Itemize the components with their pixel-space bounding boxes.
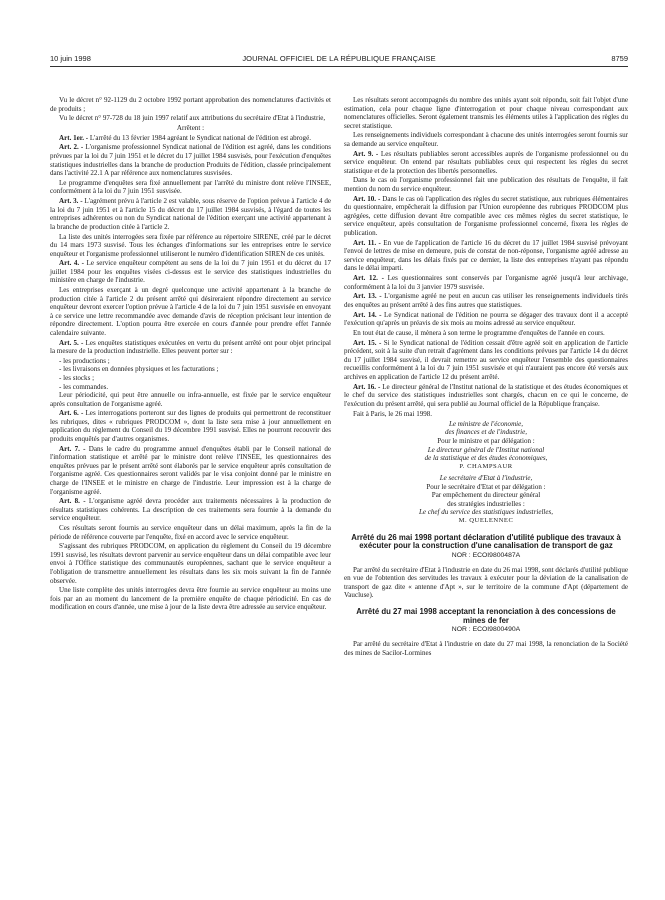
body-paragraph: Les renseignements individuels correspondant à chacune des unités interrogées seront fournis sur sa demande au service enquêteur.	[344, 131, 628, 148]
list-item: - les productions ;	[59, 356, 110, 365]
article-label: Art. 2. -	[59, 143, 84, 152]
article-text: L'organisme professionnel Syndicat national de l'édition est agréé, dans les conditions prévues par la loi du 7 juin 1951 et le décret du 17 juillet 1984 susvisés, pour l'exécution d'enquêtes statistiques industrielles dans la branche de production Produits de l'édition, classée principalement dans l'activité 22.1 A par référence aux nomenclatures susvisées.	[50, 143, 332, 178]
article-text: L'organisme agréé ne peut en aucun cas utiliser les renseignements individuels tirés des enquêtes au présent arrêté à des fins autres que statistiques.	[344, 292, 628, 309]
article-text: Les enquêtes statistiques exécutées en vertu du présent arrêté ont pour objet principal la mesure de la production industrielle. Elles peuvent porter sur :	[50, 338, 331, 356]
article-paragraph	[50, 259, 331, 285]
article-paragraph	[50, 339, 331, 356]
article-text: L'agrément prévu à l'article 2 est valable, sous réserve de l'option prévue à l'article 4 de la loi du 7 juin 1951 et à l'article 15 du décret du 17 juillet 1984 susvisés, à l'égard de toutes les entreprises adhérentes ou non du Syndicat national de l'édition exerçant une activité appartenant à la branche de production citée à l'article 2.	[50, 197, 331, 231]
arrete-nor: NOR : ECOI9800487A	[451, 552, 521, 560]
signatory-name: P. CHAMPSAUR	[459, 462, 513, 470]
body-paragraph: Vu le décret n° 92-1129 du 2 octobre 1992 portant approbation des nomenclatures d'activités et de produits ;	[50, 96, 331, 113]
article-paragraph	[50, 497, 331, 523]
header-rule	[50, 66, 628, 67]
article-label: Art. 14. -	[353, 310, 382, 319]
signature-line: Pour le ministre et par délégation :	[437, 437, 535, 446]
arrete-title: Arrêté du 27 mai 1998 acceptant la renonciation à des concessions de mines de fer	[356, 606, 616, 625]
arrete-section-1	[344, 534, 628, 600]
signature-line: des finances et de l'industrie,	[445, 428, 527, 437]
signature-block	[344, 420, 628, 526]
article-paragraph	[344, 195, 628, 238]
article-text: Le service enquêteur compétent au sens de la loi du 7 juin 1951 et du décret du 17 juillet 1984 pour les enquêtes visées ci-dessus est le service des statistiques industrielles du ministère en charge de l'industrie.	[50, 259, 331, 285]
article-paragraph	[344, 311, 628, 328]
right-column-articles	[344, 96, 628, 408]
article-label: Art. 6. -	[59, 409, 84, 418]
body-paragraph: Le programme d'enquêtes sera fixé annuellement par l'arrêté du ministre dont relève l'INSEE, conformément à la loi du 7 juin 1951 susvisée.	[50, 178, 331, 196]
article-text: Les questionnaires sont conservés par l'organisme agréé jusqu'à leur archivage, conformément à la loi du 3 janvier 1979 susvisée.	[344, 274, 628, 291]
article-paragraph	[50, 409, 331, 443]
article-text: Les résultats publiables seront accessibles auprès de l'organisme professionnel ou du service enquêteur. On entend par résultats publiables ceux qui respectent les règles du secret statistique et de la protection des libertés personnelles.	[344, 149, 629, 175]
article-paragraph	[50, 197, 331, 231]
list-item: - les commandes.	[59, 382, 109, 391]
arrete-section-2	[344, 608, 628, 657]
article-paragraph	[50, 143, 331, 177]
left-column	[50, 96, 331, 613]
page-header	[50, 54, 628, 66]
article-label: Art. 5. -	[59, 338, 84, 347]
signatory-name: M. QUELENNEC	[458, 516, 514, 524]
body-paragraph: Dans le cas où l'organisme professionnel fait une publication des résultats de l'enquête, il fait mention du nom du service enquêteur.	[344, 176, 628, 194]
list-item: - les livraisons en données physiques et les facturations ;	[59, 365, 219, 374]
list-item: - les stocks ;	[59, 374, 95, 383]
article-label: Art. 12. -	[353, 274, 384, 283]
signature-line: Le ministre de l'économie,	[448, 419, 524, 428]
article-label: Art. 16. -	[353, 382, 381, 391]
article-text: En vue de l'application de l'article 16 du décret du 17 juillet 1984 susvisé prévoyant l'envoi de lettres de mise en demeure, puis de constat de non-réponse, l'organisme agréé adresse au service enquêteur, dans les délais fixés par ce dernier, la liste des entreprises n'ayant pas répondu dans le délai imparti.	[344, 238, 628, 273]
header-page-number: 8759	[611, 54, 628, 63]
article-paragraph	[50, 134, 331, 143]
signature-line: des stratégies industrielles :	[447, 499, 525, 508]
body-paragraph: Les résultats seront accompagnés du nombre des unités ayant soit répondu, soit fait l'objet d'une estimation, cela pour chaque ligne d'interrogation et pour chaque niveau correspondant aux nomenclatures officielles. Seront également transmis les éléments utiles à l'application des règles du secret statistique.	[344, 96, 628, 130]
signature-line: Le directeur général de l'Institut national	[427, 445, 545, 454]
signature-place-date: Fait à Paris, le 26 mai 1998.	[353, 410, 433, 419]
body-paragraph: Vu le décret n° 97-728 du 18 juin 1997 relatif aux attributions du secrétaire d'Etat à l'industrie,	[59, 114, 326, 123]
article-text: Les interrogations porteront sur des lignes de produits qui permettront de reconstituer les rubriques, dites « rubriques PRODCOM », dont la liste sera mise à jour annuellement en application du règlement du Conseil du 19 décembre 1991 susvisé. Elles ne pourront recouvrir des produits enquêtés par d'autres organismes.	[50, 409, 332, 444]
article-text: L'arrêté du 13 février 1984 agréant le Syndicat national de l'édition est abrogé.	[88, 133, 311, 142]
arrete-title: Arrêté du 26 mai 1998 portant déclaration d'utilité publique des travaux à exécuter pour la construction d'une canalisation de transport de gaz	[351, 532, 621, 551]
body-paragraph: Une liste complète des unités interrogées devra être fournie au service enquêteur au moins une fois par an au moment du lancement de la première enquête de chaque périodicité. En cas de modification en cours d'année, une mise à jour de la liste devra être adressée au service enquêteur.	[50, 586, 331, 612]
article-paragraph	[344, 383, 628, 409]
article-paragraph	[50, 445, 331, 496]
body-paragraph: La liste des unités interrogées sera fixée par référence au répertoire SIRENE, créé par le décret du 14 mars 1973 susvisé. Tous les échanges d'informations sur les entreprises entre le service enquêteur et l'organisme professionnel utiliseront le numéro d'identification SIREN de ces unités.	[50, 232, 331, 258]
article-text: Le directeur général de l'Institut national de la statistique et des études économiques et le chef du service des statistiques industrielles sont chargés, chacun en ce qui le concerne, de l'exécution du présent arrêté, qui sera publié au Journal officiel de la République française.	[344, 382, 628, 408]
article-text: Dans le cas où l'application des règles du secret statistique, aux rubriques élémentaires du questionnaire, empêcherait la diffusion par l'Union européenne des rubriques PRODCOM plus agrégées, cette diffusion devant être compatible avec ces mêmes règles du secret statistique, le service enquêteur, après consultation de l'organisme professionnel concerné, fixera les règles de publication.	[344, 194, 628, 237]
right-column	[344, 96, 628, 658]
article-text: Si le Syndicat national de l'édition cessait d'être agréé soit en application de l'article précédent, soit à la suite d'un retrait d'agrément dans les conditions prévues par l'article 14 du décret du 17 juillet 1984 susvisé, il devrait remettre au service enquêteur l'ensemble des questionnaires recueillis conformément à la loi du 7 juin 1951 susvisée et qui n'auraient pas encore été versés aux archives en application de l'article 12 du présent arrêté.	[344, 338, 628, 381]
arrete-nor: NOR : ECOI9800490A	[451, 626, 521, 634]
arrete-body: Par arrêté du secrétaire d'Etat à l'industrie en date du 27 mai 1998, la renonciation de la Société des mines de Sacilor-Lormines	[344, 639, 628, 657]
article-paragraph	[344, 274, 628, 291]
body-paragraph: S'agissant des rubriques PRODCOM, en application du règlement du Conseil du 19 décembre 1991 susvisé, les résultats devront parvenir au service enquêteur dans un délai compatible avec leur envoi à l'Office statistique des communautés européennes, sachant que le service enquêteur a l'obligation de transmettre annuellement les résultats dans les six mois suivant la fin de l'année observée.	[50, 542, 331, 585]
article-label: Art. 3. -	[59, 197, 83, 206]
header-title: JOURNAL OFFICIEL DE LA RÉPUBLIQUE FRANÇAISE	[242, 54, 436, 63]
article-paragraph	[344, 339, 628, 382]
signature-line: Par empêchement du directeur général	[431, 491, 541, 500]
body-paragraph: Leur périodicité, qui peut être annuelle ou infra-annuelle, est fixée par le service enquêteur après consultation de l'organisme agréé.	[50, 391, 331, 408]
signature-line: Le chef du service des statistiques industrielles,	[418, 508, 554, 517]
article-label: Art. 4. -	[59, 259, 85, 268]
signature-line: de la statistique et des études économiques,	[424, 454, 548, 463]
article-label: Art. 9. -	[353, 149, 379, 158]
article-text: Le Syndicat national de l'édition ne pourra se dégager des travaux dont il a accepté l'exécution qu'après un préavis de six mois au moins adressé au service enquêteur.	[344, 310, 628, 328]
header-date: 10 juin 1998	[50, 54, 91, 63]
signature-line: Pour le secrétaire d'Etat et par délégation :	[426, 482, 546, 491]
article-paragraph	[344, 292, 628, 309]
article-text: L'organisme agréé devra procéder aux traitements nécessaires à la production de résultats statistiques cohérents. La description de ces traitements sera fournie à la demande du service enquêteur.	[50, 497, 331, 523]
article-label: Art. 10. -	[353, 194, 381, 203]
arrete-body: Par arrêté du secrétaire d'Etat à l'industrie en date du 26 mai 1998, sont déclarés d'utilité publique en vue de l'obtention des servitudes les travaux à exécuter pour la déviation de la canalisation de transport de gaz dite « antenne d'Apt », sur le territoire de la commune d'Apt (département de Vaucluse).	[344, 565, 628, 600]
body-paragraph: En tout état de cause, il mènera à son terme le programme d'enquêtes de l'année en cours.	[353, 328, 605, 337]
article-label: Art. 13. -	[353, 292, 382, 301]
arretent-heading: Arrêtent :	[176, 124, 205, 133]
body-paragraph: Ces résultats seront fournis au service enquêteur dans un délai maximum, après la fin de la période de référence couverte par l'enquête, fixé en accord avec le service enquêteur.	[50, 524, 331, 541]
signature-line: Le secrétaire d'Etat à l'industrie,	[439, 474, 533, 483]
article-paragraph	[344, 239, 628, 273]
article-paragraph	[344, 150, 628, 176]
article-label: Art. 11. -	[353, 238, 381, 247]
article-label: Art. 8. -	[59, 497, 86, 506]
body-paragraph: Les entreprises exerçant à un degré quelconque une activité appartenant à la branche de production citée à l'article 2 du présent arrêté qui désireraient répondre directement au service enquêteur devront exercer l'option prévue à l'article 4 de la loi du 7 juin 1951 susvisée en envoyant à ce service une lettre recommandée avec demande d'avis de réception précisant leur intention de répondre directement. L'option pourra être exercée en cours d'année pour prendre effet l'année calendaire suivante.	[50, 286, 331, 337]
article-label: Art. 15. -	[353, 338, 382, 347]
article-text: Dans le cadre du programme annuel d'enquêtes établi par le Conseil national de l'information statistique et arrêté par le ministre dont relève l'INSEE, les questionnaires des enquêtes prévues par le présent arrêté sont élaborés par le service enquêteur après consultation de l'organisme agréé. Ces questionnaires seront validés par le visa conjoint donné par le ministre en charge de l'INSEE et le ministre en charge de l'industrie. Leur impression est à la charge de l'organisme agréé.	[50, 444, 331, 496]
article-label: Art. 1er. -	[59, 133, 89, 142]
article-label: Art. 7. -	[59, 444, 86, 453]
